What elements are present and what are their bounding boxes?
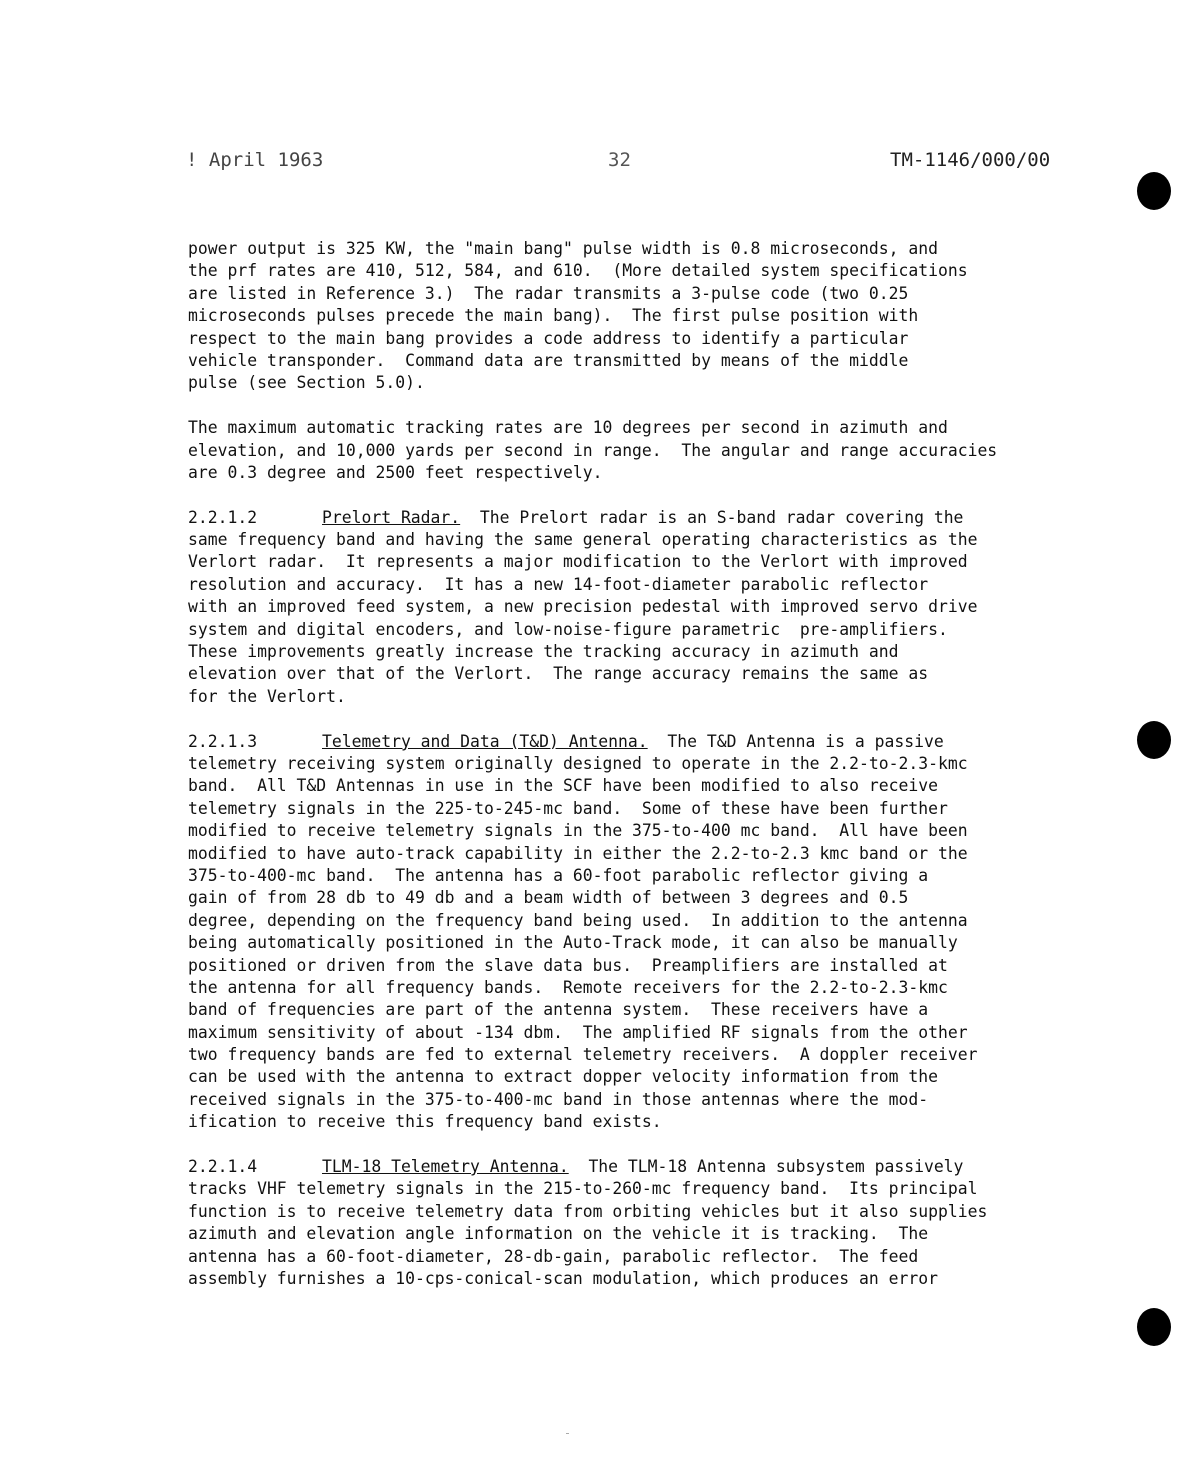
section-td-antenna [188, 731, 1128, 1134]
text-line: assembly furnishes a 10-cps-conical-scan modulation, which produces an error [188, 1268, 938, 1288]
header-date: ! April 1963 [186, 149, 324, 171]
text-line: same frequency band and having the same general operating characteristics as the [188, 530, 978, 550]
text-line: modified to have auto-track capability in either the 2.2-to-2.3 kmc band or the [188, 843, 968, 863]
text-line: power output is 325 KW, the "main bang" pulse width is 0.8 microseconds, and [188, 239, 938, 258]
text-line: telemetry signals in the 225-to-245-mc band. Some of these have been further [188, 798, 948, 818]
section-tlm18-antenna [188, 1156, 1128, 1290]
section-title: TLM-18 Telemetry Antenna. [322, 1157, 569, 1177]
text-line: modified to receive telemetry signals in the 375-to-400 mc band. All have been [188, 821, 968, 841]
text-line: These improvements greatly increase the tracking accuracy in azimuth and [188, 642, 899, 662]
text-line: for the Verlort. [188, 686, 346, 706]
text-line: resolution and accuracy. It has a new 14-foot-diameter parabolic reflector [188, 574, 929, 594]
text-line: band of frequencies are part of the antenna system. These receivers have a [188, 1000, 929, 1020]
scan-speck [566, 1433, 569, 1434]
page-header [0, 149, 1198, 173]
text-segment: The TLM-18 Antenna subsystem passively [568, 1157, 964, 1177]
punch-hole-top [1137, 172, 1171, 210]
text-line: tracks VHF telemetry signals in the 215-to-260-mc frequency band. Its principal [188, 1179, 978, 1199]
text-segment: The Prelort radar is an S-band radar covering the [460, 507, 964, 527]
text-line: the antenna for all frequency bands. Remote receivers for the 2.2-to-2.3-kmc [188, 977, 948, 997]
text-line: are listed in Reference 3.) The radar transmits a 3-pulse code (two 0.25 [188, 283, 909, 303]
text-line: gain of from 28 db to 49 db and a beam width of between 3 degrees and 0.5 [188, 888, 909, 908]
text-line: received signals in the 375-to-400-mc band in those antennas where the mod- [188, 1089, 929, 1109]
text-line: function is to receive telemetry data from orbiting vehicles but it also supplies [188, 1201, 988, 1221]
text-line: 375-to-400-mc band. The antenna has a 60-foot parabolic reflector giving a [188, 865, 929, 885]
paragraph [188, 238, 1128, 395]
text-line: two frequency bands are fed to external telemetry receivers. A doppler receiver [188, 1045, 978, 1065]
text-line: Verlort radar. It represents a major modification to the Verlort with improved [188, 552, 968, 572]
text-line: microseconds pulses precede the main bang). The first pulse position with [188, 306, 919, 326]
text-line: being automatically positioned in the Auto-Track mode, it can also be manually [188, 933, 958, 953]
page-number: 32 [608, 149, 631, 171]
text-line: ification to receive this frequency band exists. [188, 1112, 662, 1132]
section-number: 2.2.1.4 [188, 1157, 258, 1177]
paragraph [188, 417, 1128, 484]
text-segment: The T&D Antenna is a passive [647, 731, 944, 751]
punch-hole-middle [1137, 721, 1171, 759]
text-line: can be used with the antenna to extract dopper velocity information from the [188, 1067, 938, 1087]
section-title: Telemetry and Data (T&D) Antenna. [322, 731, 648, 751]
text-line: elevation, and 10,000 yards per second in range. The angular and range accuracies [188, 440, 998, 460]
text-line: maximum sensitivity of about -134 dbm. The amplified RF signals from the other [188, 1022, 968, 1042]
text-line: with an improved feed system, a new precision pedestal with improved servo drive [188, 597, 978, 617]
body-text [188, 238, 1128, 1290]
text-line: vehicle transponder. Command data are transmitted by means of the middle [188, 350, 909, 370]
text-line: degree, depending on the frequency band being used. In addition to the antenna [188, 910, 968, 930]
text-line: The maximum automatic tracking rates are 10 degrees per second in azimuth and [188, 418, 948, 438]
section-number: 2.2.1.2 [188, 507, 258, 527]
section-title: Prelort Radar. [322, 507, 461, 527]
text-line: positioned or driven from the slave data bus. Preamplifiers are installed at [188, 955, 948, 975]
text-line: pulse (see Section 5.0). [188, 373, 425, 393]
text-line: antenna has a 60-foot-diameter, 28-db-gain, parabolic reflector. The feed [188, 1246, 919, 1266]
section-prelort-radar [188, 507, 1128, 709]
text-line: elevation over that of the Verlort. The range accuracy remains the same as [188, 664, 929, 684]
text-line: respect to the main bang provides a code address to identify a particular [188, 328, 909, 348]
text-line: azimuth and elevation angle information on the vehicle it is tracking. The [188, 1224, 929, 1244]
text-line: band. All T&D Antennas in use in the SCF have been modified to also receive [188, 776, 938, 796]
text-line: system and digital encoders, and low-noise-figure parametric pre-amplifiers. [188, 619, 948, 639]
text-line: telemetry receiving system originally designed to operate in the 2.2-to-2.3-kmc [188, 753, 968, 773]
document-id: TM-1146/000/00 [890, 149, 1051, 171]
text-line: the prf rates are 410, 512, 584, and 610. (More detailed system specifications [188, 261, 968, 281]
section-number: 2.2.1.3 [188, 731, 258, 751]
text-line: are 0.3 degree and 2500 feet respectively. [188, 462, 603, 482]
punch-hole-bottom [1137, 1308, 1171, 1346]
